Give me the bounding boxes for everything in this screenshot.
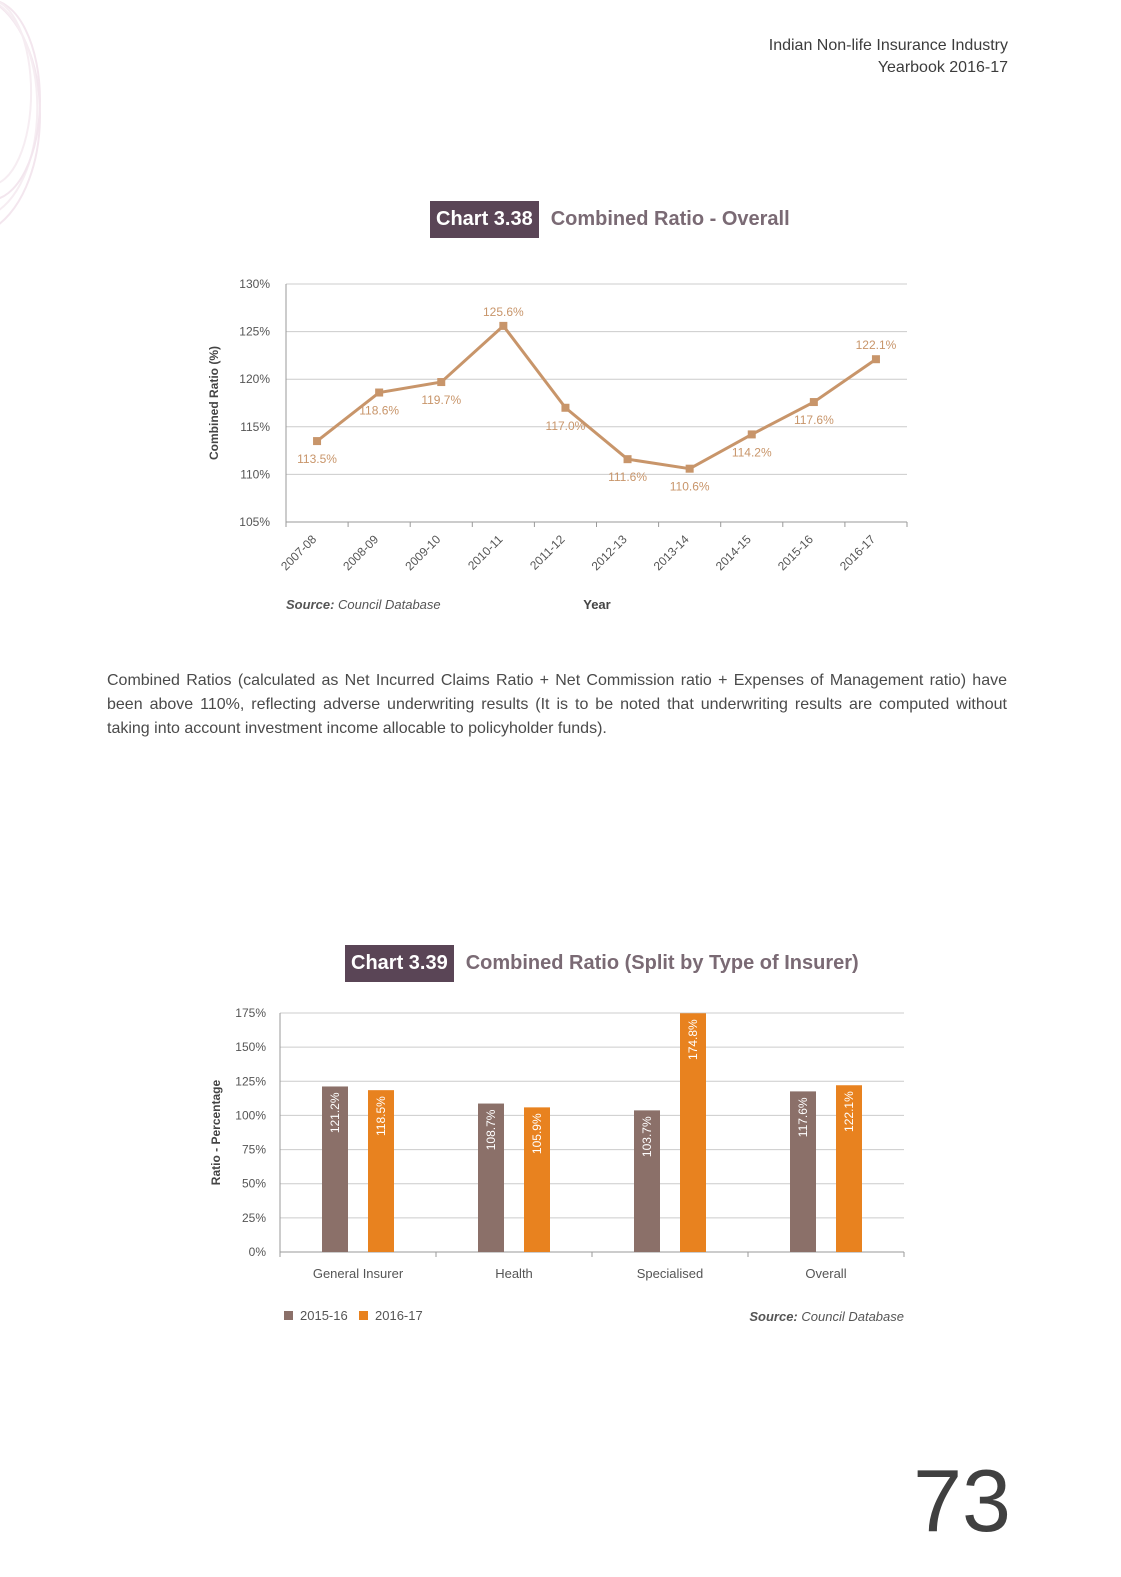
y-tick-label: 130% [239, 277, 270, 291]
data-label: 118.6% [359, 403, 400, 418]
source-label: Source: [749, 1309, 802, 1324]
data-point [437, 378, 445, 386]
y-tick-label: 175% [235, 1006, 266, 1020]
x-tick-label: 2007-08 [278, 532, 320, 574]
y-axis-title: Combined Ratio (%) [207, 346, 221, 460]
data-point [499, 322, 507, 330]
bar-chart-combined-ratio-split [0, 1000, 1121, 1340]
data-label: 125.6% [482, 304, 524, 319]
y-tick-label: 120% [239, 372, 270, 387]
data-label: 113.5% [297, 452, 337, 467]
line-chart-combined-ratio-overall [0, 260, 1121, 620]
x-tick-label: General Insurer [312, 1266, 404, 1281]
bar-data-label: 118.5% [374, 1096, 388, 1136]
chart-3-39-title [345, 945, 859, 982]
header-line-1: Indian Non-life Insurance Industry [768, 37, 1008, 54]
header-line-2: Yearbook 2016-17 [877, 59, 1008, 76]
chart-3-39-tag: Chart 3.39 [345, 945, 454, 982]
y-tick-label: 25% [241, 1210, 266, 1225]
series-line [317, 326, 876, 469]
data-label: 114.2% [731, 445, 772, 460]
bar-data-label: 117.6% [796, 1097, 810, 1138]
source-label: Source: [286, 597, 339, 612]
y-tick-label: 100% [235, 1108, 266, 1123]
bar-data-label: 108.7% [484, 1109, 498, 1151]
data-point [810, 398, 818, 406]
y-tick-label: 110% [240, 467, 270, 482]
bar-data-label: 122.1% [842, 1091, 856, 1132]
bar-data-label: 105.9% [530, 1113, 544, 1155]
decorative-arcs [0, 0, 70, 240]
source-note [749, 1309, 904, 1324]
y-tick-label: 75% [241, 1142, 266, 1157]
x-tick-label: 2016-17 [837, 532, 879, 574]
x-tick-label: 2013-14 [650, 532, 692, 574]
chart-3-38-title [430, 201, 790, 238]
data-label: 111.6% [608, 470, 648, 485]
data-point [748, 430, 756, 438]
x-tick-label: Specialised [636, 1266, 704, 1281]
data-point [313, 437, 321, 445]
legend-swatch [359, 1311, 368, 1320]
y-tick-label: 50% [241, 1176, 266, 1191]
x-tick-label: Health [495, 1266, 533, 1281]
x-axis-title: Year [583, 597, 611, 612]
y-tick-label: 115% [240, 419, 270, 434]
x-tick-label: 2010-11 [465, 532, 506, 573]
data-label: 122.1% [855, 338, 897, 353]
y-axis-title: Ratio - Percentage [209, 1079, 223, 1186]
source-note [286, 597, 441, 612]
y-tick-label: 105% [239, 515, 270, 529]
chart-3-39-name: Combined Ratio (Split by Type of Insurer) [465, 952, 859, 974]
data-point [872, 355, 880, 363]
x-tick-label: Overall [805, 1266, 847, 1281]
data-label: 110.6% [669, 479, 710, 494]
data-point [561, 404, 569, 412]
legend-label: 2016-17 [375, 1308, 423, 1323]
y-tick-label: 0% [248, 1245, 266, 1259]
legend-swatch [284, 1311, 293, 1320]
source-text: Council Database [801, 1309, 904, 1324]
chart-3-38-name: Combined Ratio - Overall [550, 208, 790, 230]
x-tick-label: 2008-09 [340, 532, 382, 574]
x-tick-label: 2011-12 [527, 532, 568, 573]
bar-data-label: 121.2% [328, 1092, 342, 1134]
bar-data-label: 174.8% [686, 1019, 700, 1060]
x-tick-label: 2009-10 [402, 532, 444, 574]
data-label: 119.7% [421, 393, 462, 408]
x-tick-label: 2014-15 [712, 532, 754, 574]
data-point [624, 455, 632, 463]
page-header [769, 35, 1008, 79]
source-text: Council Database [338, 597, 441, 612]
body-paragraph: Combined Ratios (calculated as Net Incurred Claims Ratio + Net Commission ratio + Expenses of Management ratio) have been above 110%, reflecting adverse underwriting results (It is to be noted that underwriting results are computed without taking into account investment income allocable to policyholder funds). [107, 672, 1007, 737]
data-point [375, 389, 383, 397]
data-label: 117.6% [793, 413, 834, 428]
x-tick-label: 2012-13 [588, 532, 630, 574]
y-tick-label: 125% [239, 324, 270, 339]
y-tick-label: 125% [235, 1074, 266, 1089]
data-label: 117.0% [545, 418, 586, 433]
bar-data-label: 103.7% [640, 1116, 654, 1158]
x-tick-label: 2015-16 [774, 532, 816, 574]
chart-3-38-tag: Chart 3.38 [430, 201, 539, 238]
legend-label: 2015-16 [300, 1308, 348, 1323]
page-number: 73 [913, 1451, 1011, 1550]
y-tick-label: 150% [235, 1040, 266, 1055]
data-point [686, 465, 694, 473]
